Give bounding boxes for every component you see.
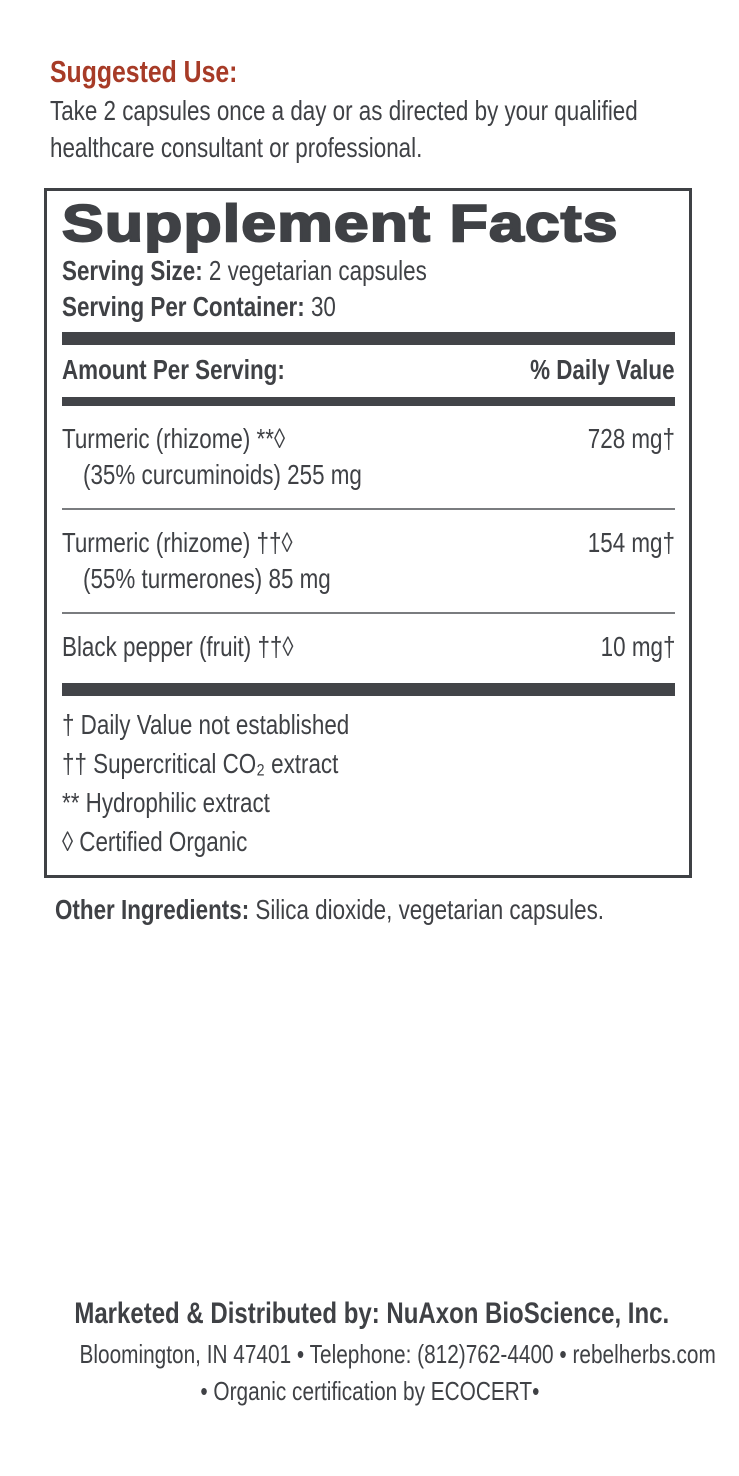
suggested-use-heading [50,52,691,92]
serving-size-value: 2 vegetarian capsules [208,255,427,286]
ingredient-amount: 154 mg† [587,527,675,558]
separator-bar-thick-bottom [62,683,675,696]
suggested-use-heading-text: Suggested Use: [50,54,238,89]
ingredient-amount: 10 mg† [600,631,675,662]
footnote-certified-organic: ◊ Certified Organic [62,826,248,857]
suggested-use-line-1: Take 2 capsules once a day or as directed by your qualified [50,95,638,126]
separator-bar-thick-top [62,332,675,345]
servings-per-container-row [62,289,675,325]
footnotes-section [62,696,675,867]
serving-size-label: Serving Size: [62,255,203,286]
supplement-facts-title: Supplement Facts [62,195,619,253]
ingredient-row-turmeric-hydrophilic [62,406,675,455]
supplement-facts-panel [44,188,692,878]
footnote-daily-value: † Daily Value not established [62,709,350,740]
servings-per-container-value: 30 [310,291,336,322]
suggested-use-line-2: healthcare consultant or professional. [50,132,423,163]
suggested-use-section [0,0,739,166]
ingredient-name: Turmeric (rhizome) **◊ [62,423,286,454]
ingredient-row-black-pepper [62,614,675,683]
ingredient-detail: (55% turmerones) 85 mg [83,563,331,594]
daily-value-header: % Daily Value [530,354,675,385]
ingredient-amount: 728 mg† [587,423,675,454]
ingredient-detail: (35% curcuminoids) 255 mg [83,459,362,490]
footer-distributor-line: Marketed & Distributed by: NuAxon BioScience, Inc. [74,1297,670,1330]
separator-bar-medium [62,397,675,406]
serving-size-row [62,253,675,289]
suggested-use-text [50,92,691,166]
column-header-row [62,345,675,397]
footnote-hydrophilic: ** Hydrophilic extract [62,787,270,818]
footer-certification-line: • Organic certification by ECOCERT• [200,1376,539,1406]
footnote-supercritical: †† Supercritical CO₂ extract [62,748,339,779]
supplement-facts-title-row [62,195,675,253]
footer-section [0,1293,739,1410]
servings-per-container-label: Serving Per Container: [62,291,305,322]
other-ingredients-label: Other Ingredients: [55,894,250,925]
ingredient-name: Turmeric (rhizome) ††◊ [62,527,293,558]
other-ingredients [0,878,739,926]
other-ingredients-value: Silica dioxide, vegetarian capsules. [255,894,605,925]
footer-contact-line: Bloomington, IN 47401 • Telephone: (812)762-4400 • rebelherbs.com [79,1339,716,1369]
amount-per-serving-header: Amount Per Serving: [62,354,285,385]
ingredient-row-turmeric-co2 [62,510,675,559]
ingredient-name: Black pepper (fruit) ††◊ [62,631,294,662]
